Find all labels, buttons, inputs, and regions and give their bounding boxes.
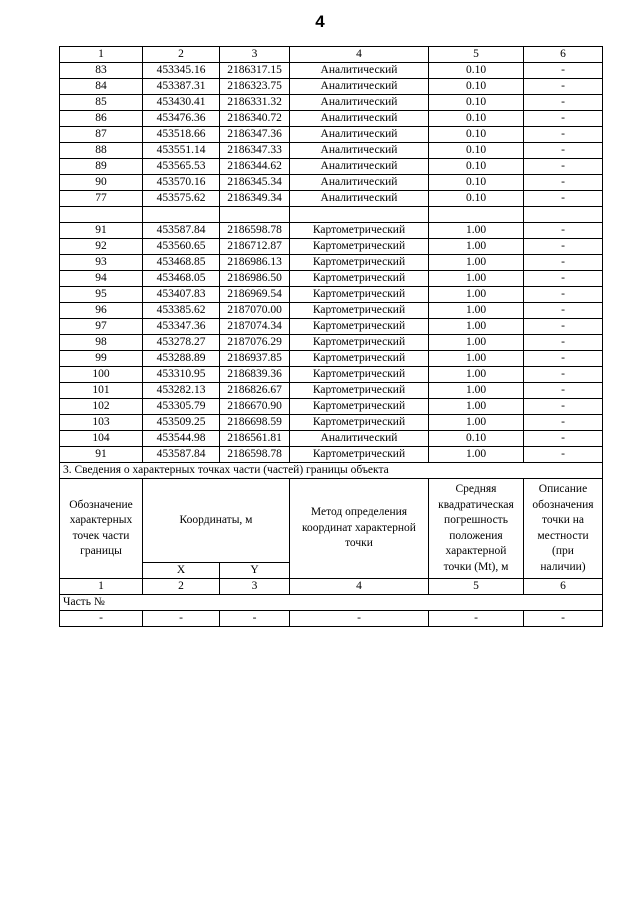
table-cell: 2187070.00 (220, 303, 290, 319)
table-cell: 1.00 (429, 319, 524, 335)
table-cell: - (524, 611, 603, 627)
table-cell: - (429, 611, 524, 627)
table-cell: - (524, 159, 603, 175)
column-index-cell: 3 (220, 579, 290, 595)
column-index-cell: 1 (60, 47, 143, 63)
table-row (60, 447, 603, 463)
table-cell: Картометрический (290, 239, 429, 255)
column-index-row (60, 47, 603, 63)
table-cell: 2186317.15 (220, 63, 290, 79)
section3-header-row (60, 479, 603, 563)
table-cell: 453560.65 (143, 239, 220, 255)
table-cell: 1.00 (429, 447, 524, 463)
empty-cell (220, 207, 290, 223)
table-row (60, 127, 603, 143)
table-cell: 453575.62 (143, 191, 220, 207)
table-row (60, 287, 603, 303)
table-cell: 2186344.62 (220, 159, 290, 175)
table-cell: 453518.66 (143, 127, 220, 143)
column-index-cell: 4 (290, 47, 429, 63)
column-index-cell: 3 (220, 47, 290, 63)
table-cell: - (524, 143, 603, 159)
empty-cell (60, 207, 143, 223)
column-index-cell: 6 (524, 47, 603, 63)
table-cell: - (524, 127, 603, 143)
table-cell: 453476.36 (143, 111, 220, 127)
page-number: 4 (315, 12, 325, 31)
table-cell: 453305.79 (143, 399, 220, 415)
table-cell: Картометрический (290, 271, 429, 287)
table-cell: 0.10 (429, 63, 524, 79)
table-cell: - (524, 367, 603, 383)
table-cell: 92 (60, 239, 143, 255)
table-row (60, 431, 603, 447)
table-cell: 453310.95 (143, 367, 220, 383)
table-cell: 0.10 (429, 95, 524, 111)
table-cell: 1.00 (429, 255, 524, 271)
table-cell: 0.10 (429, 191, 524, 207)
empty-cell (524, 207, 603, 223)
table-row (60, 223, 603, 239)
table-cell: 0.10 (429, 175, 524, 191)
table-cell: - (524, 95, 603, 111)
table-cell: 1.00 (429, 415, 524, 431)
section3-index-row (60, 579, 603, 595)
table-cell: 88 (60, 143, 143, 159)
table-cell: - (524, 255, 603, 271)
table-cell: 96 (60, 303, 143, 319)
table-cell: 2186712.87 (220, 239, 290, 255)
table-cell: 1.00 (429, 383, 524, 399)
table-cell: 0.10 (429, 431, 524, 447)
table-cell: Аналитический (290, 63, 429, 79)
table-cell: - (524, 431, 603, 447)
table-cell: 453345.16 (143, 63, 220, 79)
table-cell: 0.10 (429, 127, 524, 143)
table-cell: 2186347.33 (220, 143, 290, 159)
table-cell: 97 (60, 319, 143, 335)
table-cell: 453387.31 (143, 79, 220, 95)
part-label: Часть № (60, 595, 603, 611)
characteristic-points-table (59, 46, 603, 627)
table-cell: 453551.14 (143, 143, 220, 159)
table-cell: 102 (60, 399, 143, 415)
table-cell: 2186561.81 (220, 431, 290, 447)
table-cell: Аналитический (290, 111, 429, 127)
table-cell: Картометрический (290, 255, 429, 271)
table-row (60, 143, 603, 159)
table-row (60, 303, 603, 319)
table-cell: 453468.85 (143, 255, 220, 271)
table-cell: Аналитический (290, 143, 429, 159)
table-row (60, 255, 603, 271)
table-cell: 2186839.36 (220, 367, 290, 383)
table-cell: 453509.25 (143, 415, 220, 431)
part-label-row (60, 595, 603, 611)
table-cell: Картометрический (290, 367, 429, 383)
table-cell: 2186826.67 (220, 383, 290, 399)
section3-title-row (60, 463, 603, 479)
table-row (60, 399, 603, 415)
table-cell: Картометрический (290, 335, 429, 351)
table-cell: - (524, 415, 603, 431)
table-cell: Аналитический (290, 431, 429, 447)
table-row (60, 271, 603, 287)
table-cell: - (524, 175, 603, 191)
table-cell: 2186937.85 (220, 351, 290, 367)
table-cell: - (524, 319, 603, 335)
column-index-cell: 2 (143, 47, 220, 63)
table-cell: Картометрический (290, 223, 429, 239)
table-cell: Картометрический (290, 415, 429, 431)
table-cell: 2186349.34 (220, 191, 290, 207)
table-cell: - (524, 303, 603, 319)
table-cell: 453565.53 (143, 159, 220, 175)
table-cell: 2186347.36 (220, 127, 290, 143)
table-cell: 1.00 (429, 271, 524, 287)
table-cell: - (220, 611, 290, 627)
table-cell: - (60, 611, 143, 627)
table-cell: 1.00 (429, 287, 524, 303)
table-cell: - (143, 611, 220, 627)
column-index-cell: 6 (524, 579, 603, 595)
table-cell: 453278.27 (143, 335, 220, 351)
table-cell: 0.10 (429, 79, 524, 95)
table-cell: Картометрический (290, 319, 429, 335)
table-cell: 1.00 (429, 303, 524, 319)
table-cell: - (524, 239, 603, 255)
table-row (60, 191, 603, 207)
header-description: Описание обозначения точки на местности (при наличии) (524, 479, 603, 579)
table-cell: 453587.84 (143, 223, 220, 239)
table-cell: Аналитический (290, 159, 429, 175)
table-cell: 453544.98 (143, 431, 220, 447)
table-row (60, 351, 603, 367)
table-cell: 2186698.59 (220, 415, 290, 431)
table-cell: 103 (60, 415, 143, 431)
table-cell: 453282.13 (143, 383, 220, 399)
table-cell: 1.00 (429, 335, 524, 351)
table-row (60, 95, 603, 111)
header-x: X (143, 562, 220, 579)
header-coordinates: Координаты, м (143, 479, 290, 563)
table-cell: 453288.89 (143, 351, 220, 367)
table-cell: - (524, 447, 603, 463)
table-cell: 95 (60, 287, 143, 303)
table-cell: - (524, 335, 603, 351)
table-cell: Картометрический (290, 351, 429, 367)
table-cell: - (524, 63, 603, 79)
table-cell: 1.00 (429, 367, 524, 383)
table-cell: 1.00 (429, 399, 524, 415)
table-cell: Картометрический (290, 287, 429, 303)
column-index-cell: 5 (429, 47, 524, 63)
table-cell: 86 (60, 111, 143, 127)
table-cell: - (524, 111, 603, 127)
table-cell: Картометрический (290, 399, 429, 415)
table-cell: 91 (60, 223, 143, 239)
table-cell: 104 (60, 431, 143, 447)
empty-separator-row (60, 207, 603, 223)
table-cell: 90 (60, 175, 143, 191)
table-cell: - (524, 383, 603, 399)
table-cell: 2186986.13 (220, 255, 290, 271)
table-cell: - (524, 223, 603, 239)
table-cell: 0.10 (429, 111, 524, 127)
table-row (60, 383, 603, 399)
table-row (60, 79, 603, 95)
table-cell: 2186986.50 (220, 271, 290, 287)
table-cell: 2186598.78 (220, 447, 290, 463)
table-cell: 89 (60, 159, 143, 175)
table-cell: Аналитический (290, 79, 429, 95)
table-row (60, 63, 603, 79)
table-cell: - (524, 287, 603, 303)
table-cell: - (524, 399, 603, 415)
table-cell: - (290, 611, 429, 627)
column-index-cell: 5 (429, 579, 524, 595)
table-row (60, 239, 603, 255)
table-cell: Аналитический (290, 191, 429, 207)
empty-cell (290, 207, 429, 223)
table-cell: 2186670.90 (220, 399, 290, 415)
table-cell: 77 (60, 191, 143, 207)
table-cell: 1.00 (429, 351, 524, 367)
table-row (60, 335, 603, 351)
table-cell: 1.00 (429, 223, 524, 239)
table-cell: 453347.36 (143, 319, 220, 335)
table-cell: 1.00 (429, 239, 524, 255)
table-cell: 99 (60, 351, 143, 367)
table-row (60, 367, 603, 383)
table-row (60, 415, 603, 431)
table-cell: 2186969.54 (220, 287, 290, 303)
table-cell: 453587.84 (143, 447, 220, 463)
column-index-cell: 4 (290, 579, 429, 595)
table-cell: 2186598.78 (220, 223, 290, 239)
table-cell: 83 (60, 63, 143, 79)
table-cell: 0.10 (429, 143, 524, 159)
table-cell: 453385.62 (143, 303, 220, 319)
table-cell: 2186331.32 (220, 95, 290, 111)
table-cell: 2186340.72 (220, 111, 290, 127)
section-title: 3. Сведения о характерных точках части (частей) границы объекта (60, 463, 603, 479)
table-cell: 84 (60, 79, 143, 95)
column-index-cell: 2 (143, 579, 220, 595)
table-cell: 87 (60, 127, 143, 143)
table-cell: 453468.05 (143, 271, 220, 287)
table-cell: 85 (60, 95, 143, 111)
header-accuracy: Средняя квадратическая погрешность положения характерной точки (Mt), м (429, 479, 524, 579)
table-cell: 453430.41 (143, 95, 220, 111)
table-cell: Аналитический (290, 175, 429, 191)
table-cell: 2187076.29 (220, 335, 290, 351)
table-cell: Аналитический (290, 95, 429, 111)
table-row (60, 159, 603, 175)
table-cell: Аналитический (290, 127, 429, 143)
table-row (60, 319, 603, 335)
header-method: Метод определения координат характерной точки (290, 479, 429, 579)
table-cell: 94 (60, 271, 143, 287)
table-cell: 0.10 (429, 159, 524, 175)
table-cell: 91 (60, 447, 143, 463)
table-cell: 2187074.34 (220, 319, 290, 335)
table-row (60, 111, 603, 127)
table-cell: 100 (60, 367, 143, 383)
empty-cell (143, 207, 220, 223)
table-cell: 2186323.75 (220, 79, 290, 95)
table-cell: Картометрический (290, 447, 429, 463)
table-cell: 101 (60, 383, 143, 399)
table-row (60, 175, 603, 191)
table-cell: 93 (60, 255, 143, 271)
table-cell: 453407.83 (143, 287, 220, 303)
table-cell: - (524, 271, 603, 287)
table-cell: 98 (60, 335, 143, 351)
header-designation: Обозначение характерных точек части границы (60, 479, 143, 579)
table-cell: - (524, 79, 603, 95)
column-index-cell: 1 (60, 579, 143, 595)
table-cell: 453570.16 (143, 175, 220, 191)
empty-cell (429, 207, 524, 223)
section3-empty-row (60, 611, 603, 627)
table-cell: - (524, 191, 603, 207)
table-cell: - (524, 351, 603, 367)
table-cell: 2186345.34 (220, 175, 290, 191)
header-y: Y (220, 562, 290, 579)
table-cell: Картометрический (290, 303, 429, 319)
table-cell: Картометрический (290, 383, 429, 399)
